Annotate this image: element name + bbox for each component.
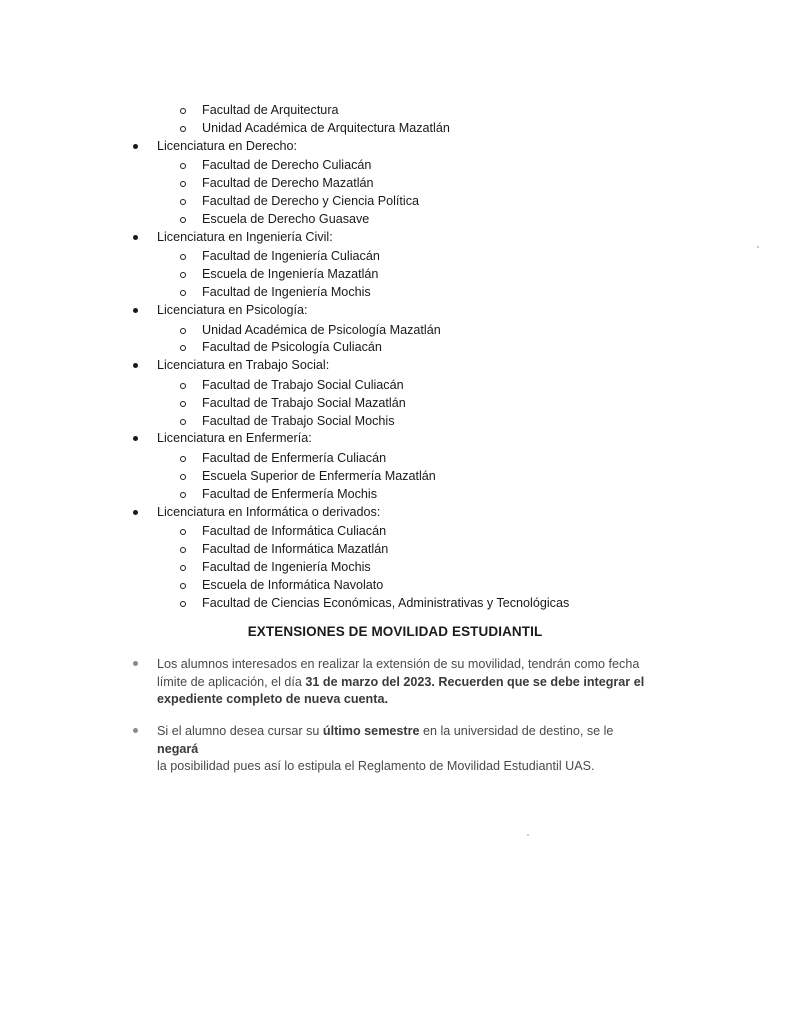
bullet-icon	[133, 144, 138, 149]
campus-item	[0, 413, 790, 431]
note-text: Los alumnos interesados en realizar la extensión de su movilidad, tendrán como fecha límite de aplicación, el día	[157, 657, 640, 689]
circle-bullet-icon	[180, 547, 186, 553]
campus-label: Facultad de Informática Culiacán	[202, 524, 387, 539]
note-text: la posibilidad pues así lo estipula el Reglamento de Movilidad Estudiantil UAS.	[157, 759, 595, 773]
circle-bullet-icon	[180, 565, 186, 571]
campus-item	[0, 284, 790, 302]
campus-item	[0, 486, 790, 504]
note-emphasis: negará	[157, 741, 199, 756]
circle-bullet-icon	[180, 328, 186, 334]
campus-label: Facultad de Psicología Culiacán	[202, 340, 382, 355]
circle-bullet-icon	[180, 401, 186, 407]
campus-item	[0, 157, 790, 175]
bullet-icon	[133, 728, 138, 733]
note-emphasis: Recuerden que se debe integrar el expediente completo de nueva cuenta.	[157, 674, 645, 706]
campus-item	[0, 339, 790, 357]
campus-item	[0, 211, 790, 229]
campus-item	[0, 541, 790, 559]
program-heading	[0, 430, 790, 448]
campus-label: Facultad de Derecho y Ciencia Política	[202, 193, 420, 208]
circle-bullet-icon	[180, 492, 186, 498]
bullet-icon	[133, 510, 138, 515]
circle-bullet-icon	[180, 217, 186, 223]
campus-label: Unidad Académica de Arquitectura Mazatlán	[202, 120, 450, 135]
circle-bullet-icon	[180, 383, 186, 389]
program-heading	[0, 357, 790, 375]
program-heading	[0, 504, 790, 522]
campus-item	[0, 175, 790, 193]
campus-item	[0, 523, 790, 541]
circle-bullet-icon	[180, 254, 186, 260]
campus-label: Facultad de Ingeniería Culiacán	[202, 249, 380, 264]
program-list	[0, 102, 790, 612]
campus-label: Facultad de Derecho Culiacán	[202, 158, 372, 173]
program-group-arquitectura	[0, 102, 790, 138]
campus-label: Facultad de Enfermería Culiacán	[202, 451, 387, 466]
campus-item	[0, 395, 790, 413]
campus-label: Facultad de Ingeniería Mochis	[202, 559, 371, 574]
campus-item	[0, 577, 790, 595]
campus-item	[0, 248, 790, 266]
note-text: Si el alumno desea cursar su	[157, 724, 323, 738]
campus-label: Facultad de Ciencias Económicas, Administrativas y Tecnológicas	[202, 595, 570, 610]
program-label: Licenciatura en Informática o derivados:	[157, 504, 381, 519]
bullet-icon	[133, 363, 138, 368]
bullet-icon	[133, 308, 138, 313]
program-label: Licenciatura en Derecho:	[157, 138, 298, 153]
circle-bullet-icon	[180, 126, 186, 132]
scan-speck	[527, 834, 529, 836]
program-group-informatica	[0, 504, 790, 613]
circle-bullet-icon	[180, 199, 186, 205]
extension-deadline-note	[157, 656, 647, 709]
campus-label: Facultad de Trabajo Social Mochis	[202, 413, 395, 428]
circle-bullet-icon	[180, 108, 186, 114]
program-heading	[0, 302, 790, 320]
campus-label: Facultad de Informática Mazatlán	[202, 542, 389, 557]
campus-label: Facultad de Derecho Mazatlán	[202, 176, 374, 191]
circle-bullet-icon	[180, 163, 186, 169]
bullet-icon	[133, 436, 138, 441]
program-group-derecho	[0, 138, 790, 229]
campus-item	[0, 559, 790, 577]
note-text: en la universidad de destino, se le	[419, 724, 614, 738]
note-emphasis: último semestre	[322, 724, 420, 738]
campus-item	[0, 120, 790, 138]
campus-label: Escuela de Derecho Guasave	[202, 211, 370, 226]
program-heading	[0, 138, 790, 156]
program-label: Licenciatura en Trabajo Social:	[157, 358, 330, 373]
campus-label: Escuela Superior de Enfermería Mazatlán	[202, 468, 436, 483]
campus-item	[0, 595, 790, 613]
circle-bullet-icon	[180, 583, 186, 589]
campus-label: Escuela de Informática Navolato	[202, 577, 384, 592]
circle-bullet-icon	[180, 290, 186, 296]
campus-label: Facultad de Ingeniería Mochis	[202, 284, 371, 299]
program-label: Licenciatura en Enfermería:	[157, 431, 312, 446]
program-group-enfermeria	[0, 430, 790, 503]
program-label: Licenciatura en Ingeniería Civil:	[157, 229, 333, 244]
program-label: Licenciatura en Psicología:	[157, 302, 308, 317]
program-group-psicologia	[0, 302, 790, 357]
circle-bullet-icon	[180, 419, 186, 425]
scan-speck	[757, 246, 759, 248]
campus-label: Facultad de Trabajo Social Culiacán	[202, 377, 404, 392]
circle-bullet-icon	[180, 529, 186, 535]
campus-item	[0, 193, 790, 211]
bullet-icon	[133, 235, 138, 240]
campus-label: Facultad de Trabajo Social Mazatlán	[202, 395, 406, 410]
circle-bullet-icon	[180, 181, 186, 187]
circle-bullet-icon	[180, 272, 186, 278]
last-semester-note	[157, 723, 647, 776]
campus-label: Facultad de Enfermería Mochis	[202, 486, 377, 501]
campus-item	[0, 322, 790, 340]
program-heading	[0, 229, 790, 247]
campus-label: Facultad de Arquitectura	[202, 103, 339, 117]
bullet-icon	[133, 661, 138, 666]
circle-bullet-icon	[180, 345, 186, 351]
program-group-trabajo-social	[0, 357, 790, 430]
campus-label: Escuela de Ingeniería Mazatlán	[202, 267, 379, 282]
circle-bullet-icon	[180, 601, 186, 607]
campus-item	[0, 468, 790, 486]
program-group-ingenieria-civil	[0, 229, 790, 302]
circle-bullet-icon	[180, 474, 186, 480]
deadline-date: 31 de marzo del 2023.	[305, 674, 435, 689]
section-title: EXTENSIONES DE MOVILIDAD ESTUDIANTIL	[247, 624, 543, 639]
circle-bullet-icon	[180, 456, 186, 462]
campus-item	[0, 266, 790, 284]
campus-item	[0, 102, 790, 120]
campus-item	[0, 450, 790, 468]
campus-item	[0, 377, 790, 395]
campus-label: Unidad Académica de Psicología Mazatlán	[202, 322, 441, 337]
